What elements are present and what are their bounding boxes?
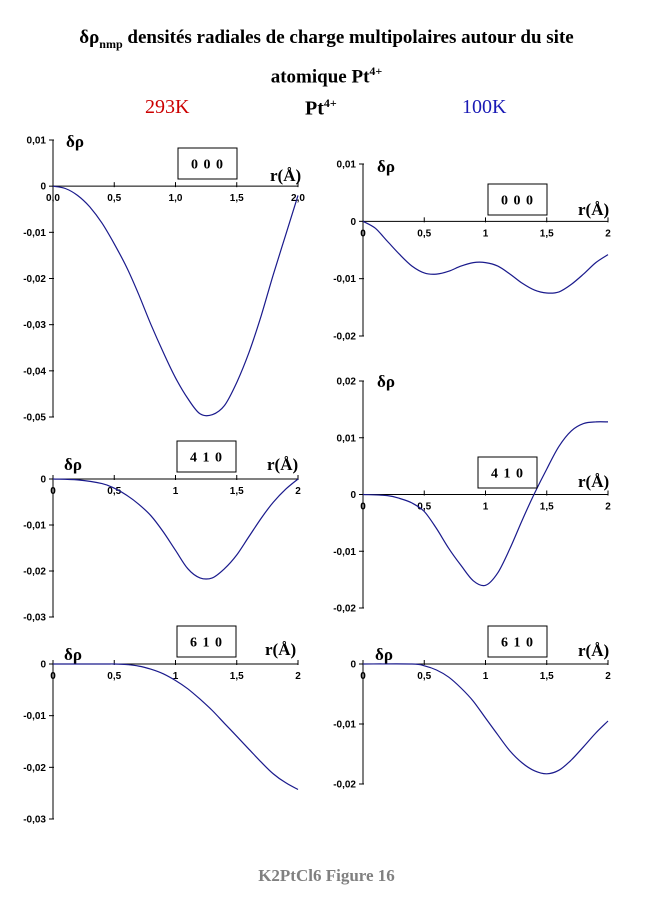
x-tick-label: 2	[605, 228, 611, 240]
y-axis-title: δρ	[66, 132, 84, 151]
y-tick-label: 0	[350, 659, 356, 671]
x-tick-label: 1	[482, 501, 489, 513]
x-tick-label: 0	[360, 671, 366, 682]
chart-100K-610	[333, 626, 611, 791]
ion-header-text: Pt	[305, 97, 324, 120]
chart-293K-410	[23, 441, 301, 624]
chart-293K-610	[23, 626, 301, 826]
chart-293K-000	[23, 132, 305, 424]
x-tick-label: 1,5	[539, 228, 554, 240]
y-axis-title: δρ	[64, 645, 82, 664]
y-axis-title: δρ	[377, 157, 395, 176]
x-tick-label: 1	[482, 671, 489, 682]
chart-100K-000	[333, 157, 611, 343]
y-axis-title: δρ	[375, 645, 393, 664]
title-line-2-superscript: 4+	[369, 63, 383, 78]
x-tick-label: 1,0	[168, 193, 183, 205]
y-tick-label: -0,01	[23, 227, 46, 239]
x-axis-title: r(Å)	[267, 455, 299, 474]
y-tick-label: -0,01	[333, 546, 356, 558]
multipole-label: 6 1 0	[190, 635, 223, 651]
y-tick-label: -0,01	[23, 520, 46, 532]
y-tick-label: -0,04	[23, 366, 46, 378]
x-tick-label: 1	[482, 228, 489, 240]
ion-header-superscript: 4+	[323, 96, 337, 110]
x-tick-label: 1,5	[229, 486, 244, 497]
x-tick-label: 1,5	[539, 671, 554, 682]
x-axis-title: r(Å)	[578, 641, 610, 660]
title-line-2-text: atomique Pt	[270, 66, 370, 88]
x-tick-label: 0	[50, 486, 56, 497]
title-line-1-text: densités radiales de charge multipolaires autour du site	[122, 27, 574, 48]
x-tick-label: 0	[50, 671, 56, 682]
multipole-label: 4 1 0	[491, 466, 524, 482]
x-tick-label: 0,5	[107, 193, 122, 205]
y-tick-label: -0,01	[333, 274, 356, 286]
y-tick-label: -0,03	[23, 612, 46, 624]
y-tick-label: -0,02	[333, 779, 356, 791]
title-subscript: nmp	[99, 36, 123, 51]
y-tick-label: 0	[40, 181, 46, 193]
y-tick-label: -0,02	[23, 274, 46, 285]
y-tick-label: 0,01	[336, 433, 356, 445]
x-tick-label: 2,0	[291, 193, 305, 205]
figure-caption: K2PtCl6 Figure 16	[258, 866, 395, 885]
y-tick-label: -0,02	[333, 603, 356, 615]
x-tick-label: 1	[172, 671, 179, 682]
temperature-header-293k: 293K	[145, 96, 190, 118]
x-tick-label: 2	[295, 671, 301, 682]
x-tick-label: 1,5	[539, 501, 554, 513]
x-tick-label: 0	[360, 228, 366, 240]
multipole-label: 6 1 0	[501, 635, 534, 651]
multipole-label: 0 0 0	[501, 193, 534, 209]
x-tick-label: 2	[605, 501, 611, 513]
series-line	[53, 186, 298, 416]
x-tick-label: 0,5	[417, 228, 432, 240]
multipole-label: 4 1 0	[190, 450, 223, 466]
x-tick-label: 1	[172, 486, 179, 497]
y-tick-label: -0,02	[23, 566, 46, 578]
x-tick-label: 0,5	[107, 671, 122, 682]
title-symbol: δρ	[79, 27, 100, 48]
x-tick-label: 0,5	[417, 501, 432, 513]
temperature-header-100k: 100K	[462, 96, 507, 118]
x-tick-label: 2	[295, 486, 301, 497]
y-tick-label: 0,01	[336, 159, 356, 171]
multipole-label: 0 0 0	[191, 157, 224, 173]
y-tick-label: -0,01	[333, 719, 356, 731]
y-tick-label: 0,01	[26, 135, 46, 147]
x-tick-label: 1,5	[229, 671, 244, 682]
y-axis-title: δρ	[377, 372, 395, 391]
x-tick-label: 0	[360, 501, 366, 513]
x-tick-label: 0,5	[107, 486, 122, 497]
series-line	[53, 664, 298, 790]
y-axis-title: δρ	[64, 455, 82, 474]
x-axis-title: r(Å)	[265, 640, 297, 659]
y-tick-label: 0	[40, 659, 46, 671]
y-tick-label: -0,03	[23, 814, 46, 826]
y-tick-label: -0,02	[23, 762, 46, 774]
y-tick-label: 0	[40, 474, 46, 486]
x-tick-label: 0,5	[417, 671, 432, 682]
y-tick-label: 0	[350, 490, 356, 501]
y-tick-label: -0,03	[23, 320, 46, 332]
y-tick-label: 0	[350, 216, 356, 228]
x-axis-title: r(Å)	[578, 472, 610, 491]
x-tick-label: 2	[605, 671, 611, 682]
x-tick-label: 0,0	[46, 193, 60, 205]
x-axis-title: r(Å)	[270, 166, 302, 185]
x-tick-label: 1,5	[229, 193, 244, 205]
x-axis-title: r(Å)	[578, 200, 610, 219]
y-tick-label: 0,02	[336, 376, 356, 388]
y-tick-label: -0,02	[333, 331, 356, 343]
y-tick-label: -0,01	[23, 711, 46, 723]
chart-100K-410	[333, 372, 611, 615]
y-tick-label: -0,05	[23, 412, 46, 424]
